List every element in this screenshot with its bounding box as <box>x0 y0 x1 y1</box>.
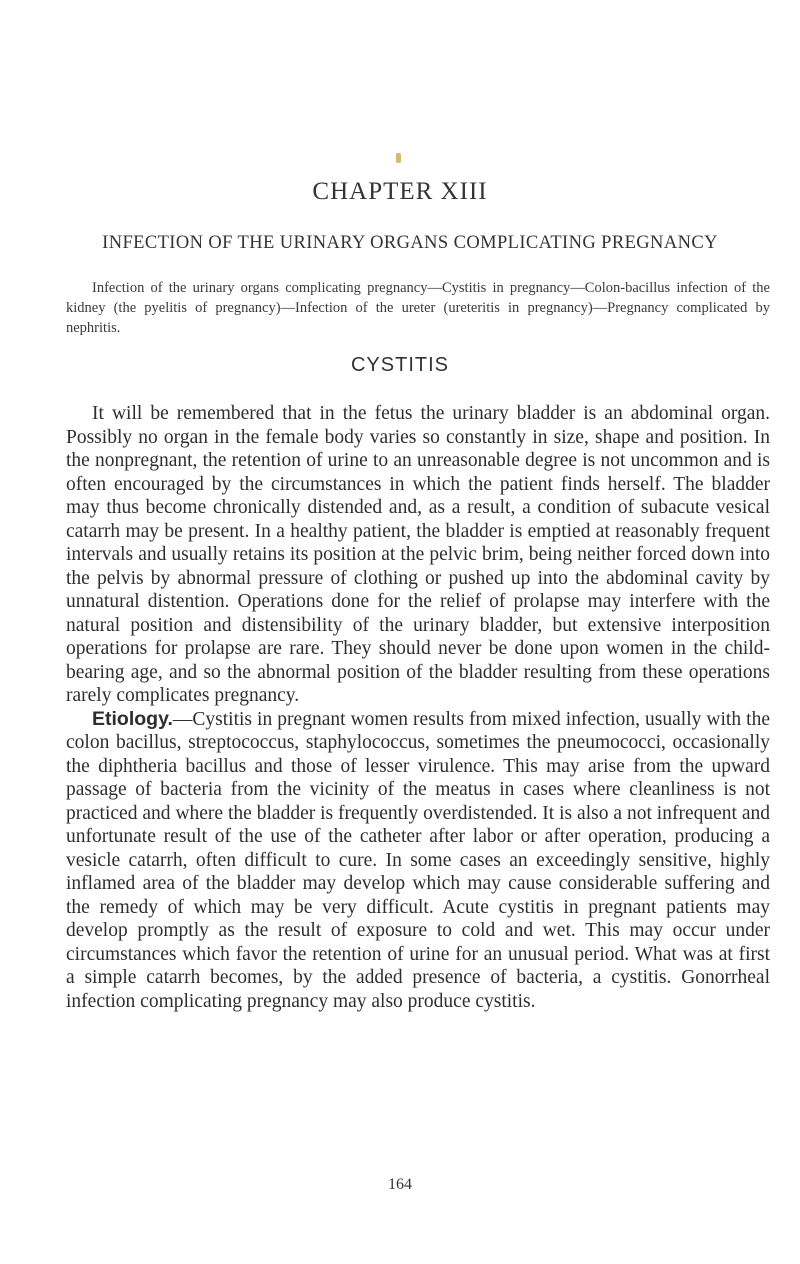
body-text <box>66 402 770 1013</box>
summary-text: Infection of the urinary organs complicating pregnancy—Cystitis in pregnancy—Colon-bacillus infection of the kidney (the pyelitis of pregnancy)—Infection of the ureter (ureteritis in pregnancy)—Pregnancy complicated by nephritis. <box>66 280 770 336</box>
etiology-text: —Cystitis in pregnant women results from mixed infection, usually with the colon bacillus, streptococcus, staphylococcus, sometimes the pneumococci, occasionally the diphtheria bacillus and those of lesser virulence. This may arise from the upward passage of bacteria from the vicinity of the meatus in cases where cleanliness is not practiced and where the bladder is frequently overdistended. It is also a not infrequent and unfortunate result of the use of the catheter after labor or after operation, producing a vesicle catarrh, often difficult to cure. In some cases an exceedingly sensitive, highly inflamed area of the bladder may develop which may cause considerable suffering and the remedy of which may be very difficult. Acute cystitis in pregnant patients may develop promptly as the result of exposure to cold and wet. This may occur under circumstances which favor the retention of urine for an unusual period. What was at first a simple catarrh becomes, by the added presence of bacteria, a cystitis. Gonorrheal infection complicating pregnancy may also produce cystitis. <box>66 708 770 1012</box>
section-title: INFECTION OF THE URINARY ORGANS COMPLICATING PREGNANCY <box>102 233 718 253</box>
etiology-label: Etiology. <box>92 707 173 730</box>
subheading-cystitis: CYSTITIS <box>350 354 449 376</box>
paragraph-etiology <box>66 708 770 1014</box>
chapter-summary <box>66 278 770 338</box>
chapter-title: CHAPTER XIII <box>312 178 488 205</box>
page-number: 164 <box>388 1176 412 1193</box>
ink-blot <box>396 153 401 163</box>
paragraph-intro: It will be remembered that in the fetus the urinary bladder is an abdominal organ. Possibly no organ in the female body varies so constantly in size, shape and position. In the nonpregnant, the retention of urine to an unreasonable degree is not uncommon and is often encouraged by the circumstances in which the patient finds herself. The bladder may thus become chronically distended and, as a result, a condition of subacute vesical catarrh may be present. In a healthy patient, the bladder is emptied at reasonably frequent intervals and usually retains its position at the pelvic brim, being neither forced down into the pelvis by abnormal pressure of clothing or pushed up into the abdominal cavity by unnatural distention. Operations done for the relief of prolapse may interfere with the natural position and distensibility of the urinary bladder, but extensive interposition operations for prolapse are rare. They should never be done upon women in the child-bearing age, and so the abnormal position of the bladder resulting from these operations rarely complicates pregnancy. <box>66 403 770 706</box>
